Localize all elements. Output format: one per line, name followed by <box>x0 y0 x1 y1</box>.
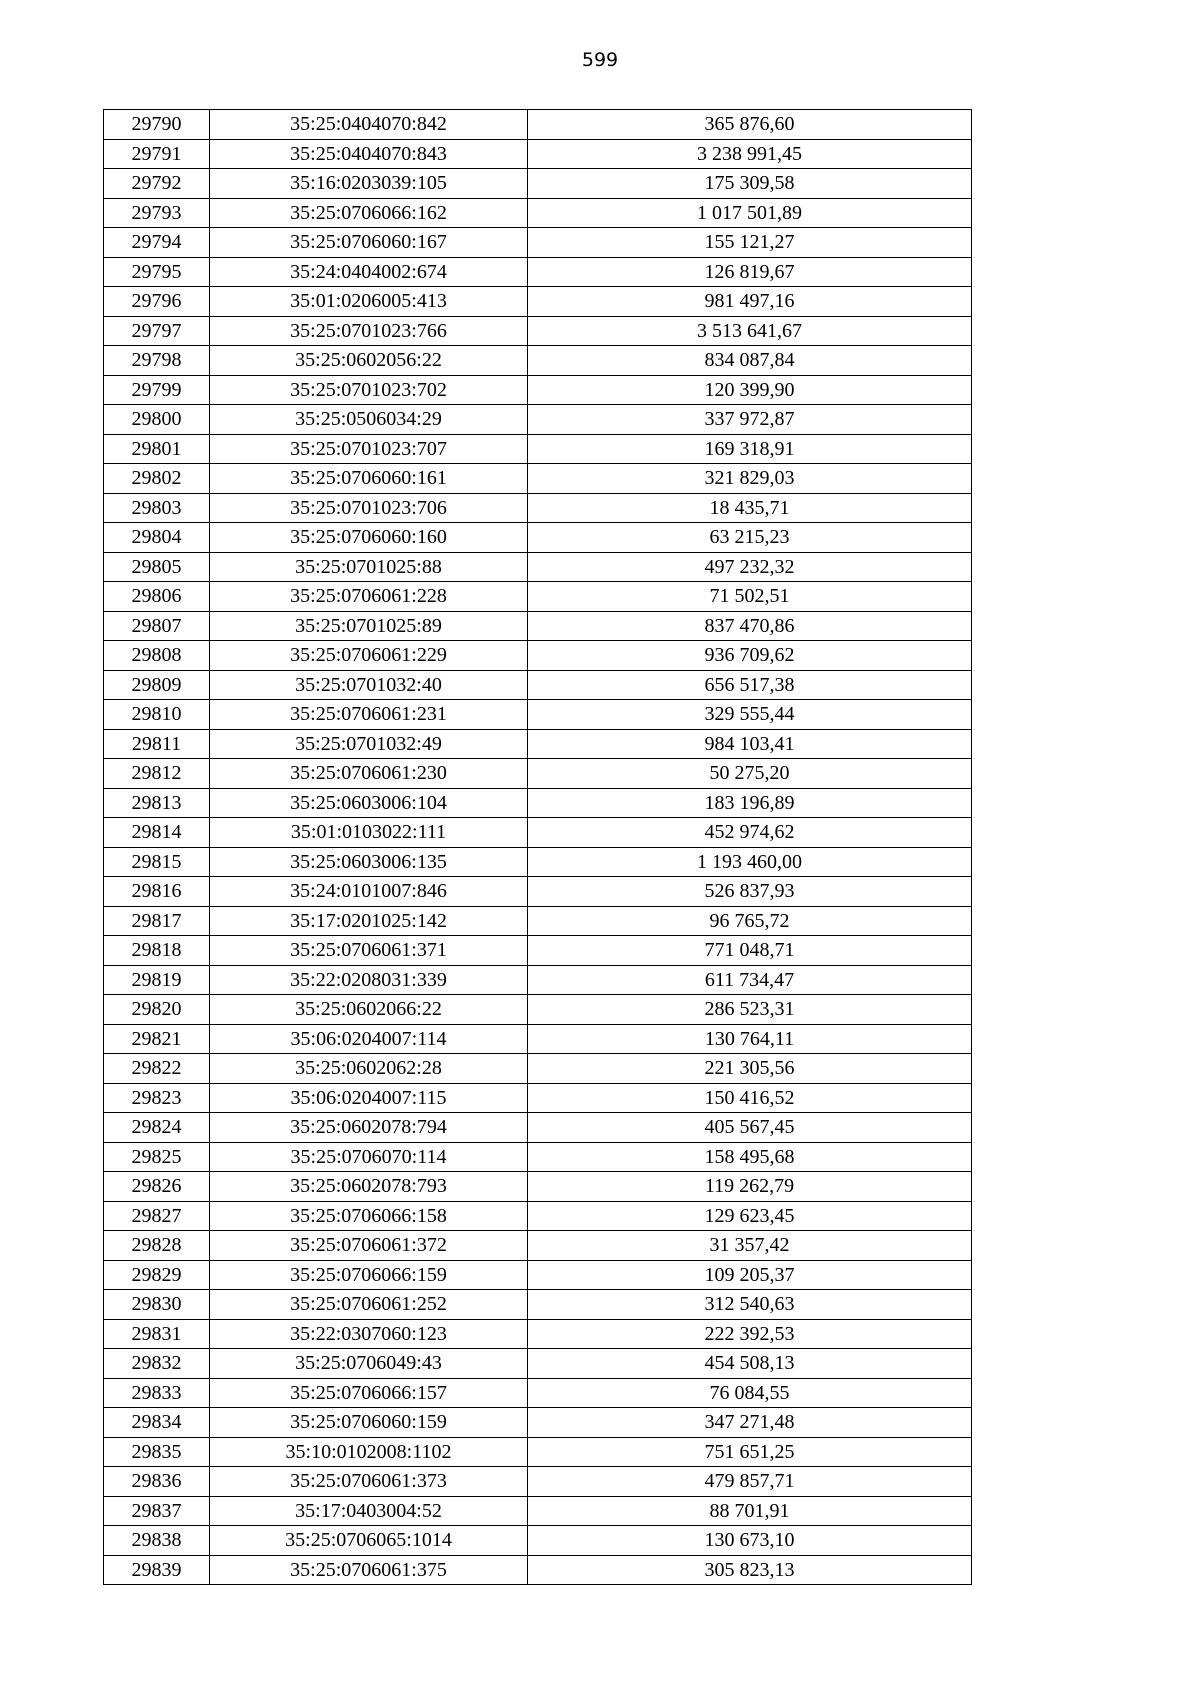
table-row <box>104 1378 972 1408</box>
row-number-cell: 29804 <box>104 523 210 553</box>
table-row <box>104 139 972 169</box>
cadastral-value-cell: 305 823,13 <box>528 1555 972 1585</box>
cadastral-number-cell: 35:22:0307060:123 <box>210 1319 528 1349</box>
cadastral-number-cell: 35:10:0102008:1102 <box>210 1437 528 1467</box>
cadastral-number-cell: 35:25:0706061:372 <box>210 1231 528 1261</box>
table-row <box>104 936 972 966</box>
cadastral-value-cell: 526 837,93 <box>528 877 972 907</box>
cadastral-value-cell: 611 734,47 <box>528 965 972 995</box>
row-number-cell: 29820 <box>104 995 210 1025</box>
cadastral-value-cell: 3 238 991,45 <box>528 139 972 169</box>
cadastral-number-cell: 35:25:0602078:793 <box>210 1172 528 1202</box>
cadastral-number-cell: 35:25:0706066:157 <box>210 1378 528 1408</box>
cadastral-number-cell: 35:25:0706061:252 <box>210 1290 528 1320</box>
row-number-cell: 29797 <box>104 316 210 346</box>
cadastral-value-table <box>103 109 972 1585</box>
table-row <box>104 847 972 877</box>
table-row <box>104 1172 972 1202</box>
cadastral-number-cell: 35:25:0701023:702 <box>210 375 528 405</box>
cadastral-number-cell: 35:01:0103022:111 <box>210 818 528 848</box>
cadastral-value-cell: 130 673,10 <box>528 1526 972 1556</box>
cadastral-value-cell: 3 513 641,67 <box>528 316 972 346</box>
cadastral-value-cell: 981 497,16 <box>528 287 972 317</box>
row-number-cell: 29802 <box>104 464 210 494</box>
cadastral-value-cell: 936 709,62 <box>528 641 972 671</box>
row-number-cell: 29827 <box>104 1201 210 1231</box>
cadastral-number-cell: 35:25:0701023:707 <box>210 434 528 464</box>
table-row <box>104 493 972 523</box>
cadastral-number-cell: 35:25:0706070:114 <box>210 1142 528 1172</box>
cadastral-number-cell: 35:25:0603006:104 <box>210 788 528 818</box>
cadastral-value-cell: 365 876,60 <box>528 110 972 140</box>
row-number-cell: 29834 <box>104 1408 210 1438</box>
cadastral-value-cell: 183 196,89 <box>528 788 972 818</box>
cadastral-number-cell: 35:17:0403004:52 <box>210 1496 528 1526</box>
row-number-cell: 29811 <box>104 729 210 759</box>
table-row <box>104 877 972 907</box>
cadastral-value-cell: 286 523,31 <box>528 995 972 1025</box>
cadastral-value-cell: 321 829,03 <box>528 464 972 494</box>
row-number-cell: 29803 <box>104 493 210 523</box>
table-row <box>104 670 972 700</box>
row-number-cell: 29837 <box>104 1496 210 1526</box>
cadastral-value-cell: 31 357,42 <box>528 1231 972 1261</box>
table-row <box>104 110 972 140</box>
row-number-cell: 29799 <box>104 375 210 405</box>
cadastral-number-cell: 35:24:0101007:846 <box>210 877 528 907</box>
row-number-cell: 29828 <box>104 1231 210 1261</box>
table-row <box>104 611 972 641</box>
cadastral-number-cell: 35:25:0701032:40 <box>210 670 528 700</box>
table-row <box>104 1142 972 1172</box>
row-number-cell: 29790 <box>104 110 210 140</box>
cadastral-value-cell: 497 232,32 <box>528 552 972 582</box>
table-row <box>104 552 972 582</box>
cadastral-number-cell: 35:25:0701025:88 <box>210 552 528 582</box>
cadastral-number-cell: 35:25:0602056:22 <box>210 346 528 376</box>
cadastral-number-cell: 35:22:0208031:339 <box>210 965 528 995</box>
cadastral-number-cell: 35:25:0706066:162 <box>210 198 528 228</box>
row-number-cell: 29795 <box>104 257 210 287</box>
table-row <box>104 1113 972 1143</box>
row-number-cell: 29838 <box>104 1526 210 1556</box>
cadastral-value-cell: 329 555,44 <box>528 700 972 730</box>
row-number-cell: 29798 <box>104 346 210 376</box>
table-row <box>104 1408 972 1438</box>
table-row <box>104 1349 972 1379</box>
cadastral-number-cell: 35:25:0404070:843 <box>210 139 528 169</box>
table-row <box>104 405 972 435</box>
row-number-cell: 29793 <box>104 198 210 228</box>
table-row <box>104 257 972 287</box>
row-number-cell: 29806 <box>104 582 210 612</box>
cadastral-number-cell: 35:24:0404002:674 <box>210 257 528 287</box>
cadastral-value-cell: 656 517,38 <box>528 670 972 700</box>
cadastral-value-cell: 312 540,63 <box>528 1290 972 1320</box>
row-number-cell: 29822 <box>104 1054 210 1084</box>
cadastral-value-cell: 130 764,11 <box>528 1024 972 1054</box>
cadastral-value-cell: 76 084,55 <box>528 1378 972 1408</box>
row-number-cell: 29817 <box>104 906 210 936</box>
table-row <box>104 1260 972 1290</box>
cadastral-number-cell: 35:25:0706049:43 <box>210 1349 528 1379</box>
table-row <box>104 1437 972 1467</box>
cadastral-number-cell: 35:25:0706060:160 <box>210 523 528 553</box>
table-row <box>104 375 972 405</box>
row-number-cell: 29807 <box>104 611 210 641</box>
table-row <box>104 1024 972 1054</box>
cadastral-value-cell: 1 017 501,89 <box>528 198 972 228</box>
cadastral-number-cell: 35:25:0706061:229 <box>210 641 528 671</box>
row-number-cell: 29815 <box>104 847 210 877</box>
cadastral-value-cell: 751 651,25 <box>528 1437 972 1467</box>
row-number-cell: 29823 <box>104 1083 210 1113</box>
table-row <box>104 759 972 789</box>
cadastral-value-cell: 63 215,23 <box>528 523 972 553</box>
cadastral-number-cell: 35:06:0204007:114 <box>210 1024 528 1054</box>
row-number-cell: 29829 <box>104 1260 210 1290</box>
table-row <box>104 1201 972 1231</box>
table-row <box>104 1083 972 1113</box>
cadastral-value-cell: 984 103,41 <box>528 729 972 759</box>
table-row <box>104 464 972 494</box>
table-row <box>104 1555 972 1585</box>
table-row <box>104 287 972 317</box>
cadastral-value-cell: 452 974,62 <box>528 818 972 848</box>
cadastral-value-cell: 120 399,90 <box>528 375 972 405</box>
cadastral-value-cell: 155 121,27 <box>528 228 972 258</box>
row-number-cell: 29800 <box>104 405 210 435</box>
row-number-cell: 29809 <box>104 670 210 700</box>
row-number-cell: 29791 <box>104 139 210 169</box>
cadastral-value-cell: 88 701,91 <box>528 1496 972 1526</box>
table-row <box>104 641 972 671</box>
cadastral-number-cell: 35:06:0204007:115 <box>210 1083 528 1113</box>
cadastral-number-cell: 35:25:0706061:375 <box>210 1555 528 1585</box>
table-row <box>104 523 972 553</box>
page-number: 599 <box>581 49 619 71</box>
row-number-cell: 29821 <box>104 1024 210 1054</box>
cadastral-number-cell: 35:25:0701023:706 <box>210 493 528 523</box>
cadastral-number-cell: 35:25:0602062:28 <box>210 1054 528 1084</box>
cadastral-number-cell: 35:17:0201025:142 <box>210 906 528 936</box>
row-number-cell: 29832 <box>104 1349 210 1379</box>
cadastral-number-cell: 35:25:0706066:158 <box>210 1201 528 1231</box>
table-row <box>104 198 972 228</box>
cadastral-value-cell: 158 495,68 <box>528 1142 972 1172</box>
row-number-cell: 29814 <box>104 818 210 848</box>
cadastral-number-cell: 35:16:0203039:105 <box>210 169 528 199</box>
table-row <box>104 1231 972 1261</box>
cadastral-number-cell: 35:25:0701032:49 <box>210 729 528 759</box>
cadastral-number-cell: 35:25:0706060:161 <box>210 464 528 494</box>
cadastral-value-cell: 771 048,71 <box>528 936 972 966</box>
cadastral-number-cell: 35:25:0706065:1014 <box>210 1526 528 1556</box>
table-body <box>104 110 972 1585</box>
table-row <box>104 1526 972 1556</box>
row-number-cell: 29812 <box>104 759 210 789</box>
row-number-cell: 29816 <box>104 877 210 907</box>
row-number-cell: 29825 <box>104 1142 210 1172</box>
table-row <box>104 1496 972 1526</box>
cadastral-value-cell: 834 087,84 <box>528 346 972 376</box>
cadastral-number-cell: 35:25:0706060:167 <box>210 228 528 258</box>
cadastral-value-cell: 50 275,20 <box>528 759 972 789</box>
cadastral-number-cell: 35:25:0706060:159 <box>210 1408 528 1438</box>
table-row <box>104 582 972 612</box>
row-number-cell: 29831 <box>104 1319 210 1349</box>
cadastral-value-cell: 71 502,51 <box>528 582 972 612</box>
cadastral-number-cell: 35:25:0701023:766 <box>210 316 528 346</box>
row-number-cell: 29818 <box>104 936 210 966</box>
cadastral-value-cell: 337 972,87 <box>528 405 972 435</box>
table-row <box>104 1290 972 1320</box>
row-number-cell: 29805 <box>104 552 210 582</box>
row-number-cell: 29839 <box>104 1555 210 1585</box>
row-number-cell: 29792 <box>104 169 210 199</box>
cadastral-number-cell: 35:25:0603006:135 <box>210 847 528 877</box>
cadastral-value-cell: 479 857,71 <box>528 1467 972 1497</box>
table-row <box>104 316 972 346</box>
cadastral-number-cell: 35:25:0706061:228 <box>210 582 528 612</box>
cadastral-value-cell: 18 435,71 <box>528 493 972 523</box>
table-row <box>104 965 972 995</box>
row-number-cell: 29824 <box>104 1113 210 1143</box>
row-number-cell: 29813 <box>104 788 210 818</box>
cadastral-number-cell: 35:25:0404070:842 <box>210 110 528 140</box>
cadastral-number-cell: 35:25:0706061:373 <box>210 1467 528 1497</box>
row-number-cell: 29835 <box>104 1437 210 1467</box>
row-number-cell: 29796 <box>104 287 210 317</box>
cadastral-value-cell: 837 470,86 <box>528 611 972 641</box>
table-row <box>104 729 972 759</box>
table-row <box>104 1319 972 1349</box>
cadastral-number-cell: 35:25:0701025:89 <box>210 611 528 641</box>
cadastral-number-cell: 35:25:0706066:159 <box>210 1260 528 1290</box>
cadastral-value-cell: 347 271,48 <box>528 1408 972 1438</box>
cadastral-number-cell: 35:25:0602066:22 <box>210 995 528 1025</box>
table-row <box>104 818 972 848</box>
table-row <box>104 1467 972 1497</box>
cadastral-number-cell: 35:25:0506034:29 <box>210 405 528 435</box>
cadastral-value-cell: 150 416,52 <box>528 1083 972 1113</box>
cadastral-number-cell: 35:25:0706061:230 <box>210 759 528 789</box>
table-row <box>104 346 972 376</box>
cadastral-value-cell: 169 318,91 <box>528 434 972 464</box>
row-number-cell: 29808 <box>104 641 210 671</box>
cadastral-value-cell: 1 193 460,00 <box>528 847 972 877</box>
cadastral-value-cell: 221 305,56 <box>528 1054 972 1084</box>
table-row <box>104 1054 972 1084</box>
row-number-cell: 29810 <box>104 700 210 730</box>
cadastral-value-cell: 109 205,37 <box>528 1260 972 1290</box>
table-row <box>104 995 972 1025</box>
cadastral-value-cell: 454 508,13 <box>528 1349 972 1379</box>
table-row <box>104 169 972 199</box>
table-row <box>104 434 972 464</box>
row-number-cell: 29801 <box>104 434 210 464</box>
row-number-cell: 29819 <box>104 965 210 995</box>
row-number-cell: 29794 <box>104 228 210 258</box>
table-row <box>104 700 972 730</box>
cadastral-number-cell: 35:25:0706061:371 <box>210 936 528 966</box>
row-number-cell: 29830 <box>104 1290 210 1320</box>
cadastral-value-cell: 405 567,45 <box>528 1113 972 1143</box>
row-number-cell: 29833 <box>104 1378 210 1408</box>
cadastral-value-cell: 129 623,45 <box>528 1201 972 1231</box>
cadastral-number-cell: 35:25:0706061:231 <box>210 700 528 730</box>
table-row <box>104 906 972 936</box>
cadastral-value-cell: 119 262,79 <box>528 1172 972 1202</box>
cadastral-number-cell: 35:25:0602078:794 <box>210 1113 528 1143</box>
cadastral-value-cell: 222 392,53 <box>528 1319 972 1349</box>
table-row <box>104 228 972 258</box>
cadastral-value-cell: 175 309,58 <box>528 169 972 199</box>
cadastral-value-cell: 126 819,67 <box>528 257 972 287</box>
row-number-cell: 29836 <box>104 1467 210 1497</box>
row-number-cell: 29826 <box>104 1172 210 1202</box>
cadastral-number-cell: 35:01:0206005:413 <box>210 287 528 317</box>
table-row <box>104 788 972 818</box>
cadastral-value-cell: 96 765,72 <box>528 906 972 936</box>
